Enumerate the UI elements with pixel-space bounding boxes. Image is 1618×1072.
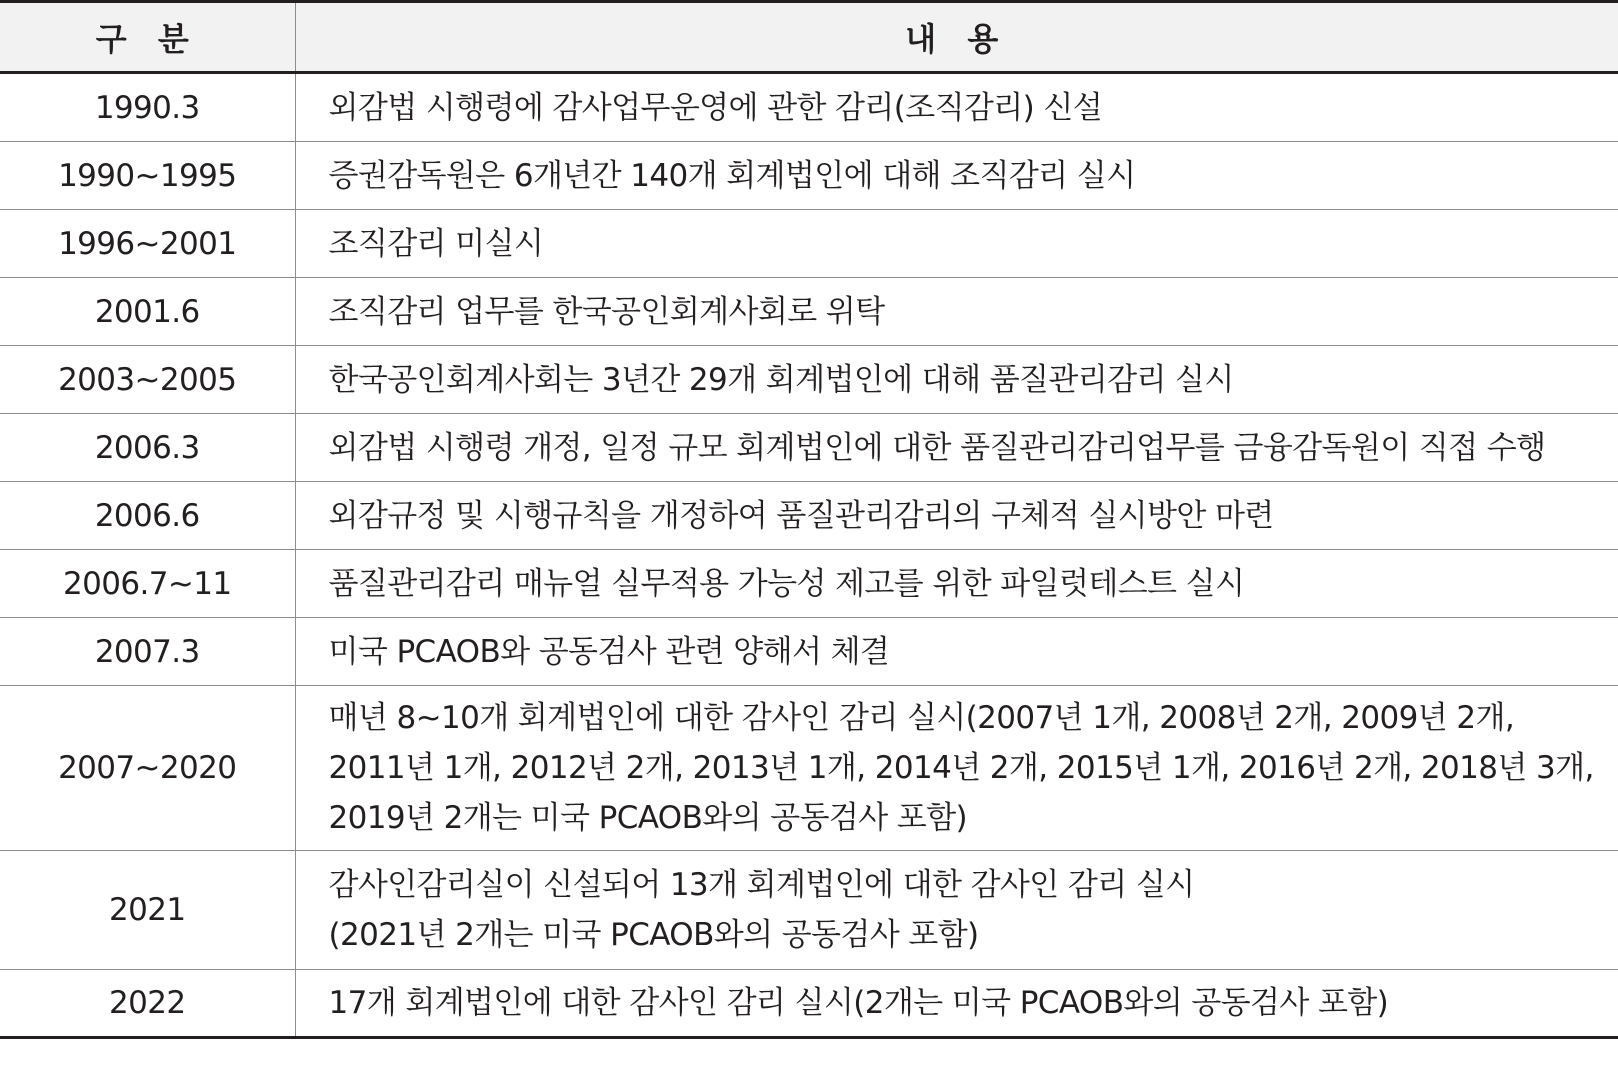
row-period: 2022 xyxy=(0,970,295,1038)
row-content xyxy=(295,346,1618,414)
row-content xyxy=(295,278,1618,346)
row-period: 2003~2005 xyxy=(0,346,295,414)
row-period: 1990~1995 xyxy=(0,142,295,210)
row-period: 1996~2001 xyxy=(0,210,295,278)
table-row xyxy=(0,618,1618,686)
row-content-line: 2011년 1개, 2012년 2개, 2013년 1개, 2014년 2개, 2015년 1개, 2016년 2개, 2018년 3개, xyxy=(328,750,1594,786)
table-row xyxy=(0,278,1618,346)
row-content-line: 미국 PCAOB와 공동검사 관련 양해서 체결 xyxy=(328,633,890,670)
table-row xyxy=(0,346,1618,414)
row-content xyxy=(295,618,1618,686)
row-content-line: 품질관리감리 매뉴얼 실무적용 가능성 제고를 위한 파일럿테스트 실시 xyxy=(328,565,1245,602)
row-content-line: 증권감독원은 6개년간 140개 회계법인에 대해 조직감리 실시 xyxy=(328,157,1136,194)
row-period: 2007~2020 xyxy=(0,686,295,851)
table-row xyxy=(0,73,1618,142)
row-content-line: 조직감리 업무를 한국공인회계사회로 위탁 xyxy=(328,293,885,330)
row-content-line: 조직감리 미실시 xyxy=(328,225,544,262)
row-content-line: 감사인감리실이 신설되어 13개 회계법인에 대한 감사인 감리 실시 xyxy=(328,867,1195,903)
row-content xyxy=(295,970,1618,1038)
header-content: 내 용 xyxy=(295,2,1618,73)
table-row xyxy=(0,142,1618,210)
row-content xyxy=(295,686,1618,851)
row-content xyxy=(295,142,1618,210)
row-content-line: (2021년 2개는 미국 PCAOB와의 공동검사 포함) xyxy=(328,917,979,953)
row-period: 2007.3 xyxy=(0,618,295,686)
row-content xyxy=(295,482,1618,550)
row-content-line: 외감규정 및 시행규칙을 개정하여 품질관리감리의 구체적 실시방안 마련 xyxy=(328,497,1274,534)
row-content xyxy=(295,414,1618,482)
row-period: 2021 xyxy=(0,851,295,970)
row-content xyxy=(295,210,1618,278)
table-row xyxy=(0,851,1618,970)
row-content-line: 2019년 2개는 미국 PCAOB와의 공동검사 포함) xyxy=(328,800,968,836)
row-period: 2006.3 xyxy=(0,414,295,482)
table-row xyxy=(0,482,1618,550)
row-content-line: 17개 회계법인에 대한 감사인 감리 실시(2개는 미국 PCAOB와의 공동검사 포함) xyxy=(328,985,1389,1021)
row-content-line: 한국공인회계사회는 3년간 29개 회계법인에 대해 품질관리감리 실시 xyxy=(328,361,1234,398)
table-row xyxy=(0,414,1618,482)
row-period: 2001.6 xyxy=(0,278,295,346)
row-period: 1990.3 xyxy=(0,73,295,142)
row-content-line: 외감법 시행령 개정, 일정 규모 회계법인에 대한 품질관리감리업무를 금융감독원이 직접 수행 xyxy=(328,429,1546,466)
row-content-line: 외감법 시행령에 감사업무운영에 관한 감리(조직감리) 신설 xyxy=(328,89,1103,126)
table-row xyxy=(0,686,1618,851)
row-period: 2006.7~11 xyxy=(0,550,295,618)
header-period: 구 분 xyxy=(0,2,295,73)
row-content xyxy=(295,73,1618,142)
row-content xyxy=(295,851,1618,970)
table-row xyxy=(0,550,1618,618)
table-row xyxy=(0,210,1618,278)
row-period: 2006.6 xyxy=(0,482,295,550)
row-content-line: 매년 8∼10개 회계법인에 대한 감사인 감리 실시(2007년 1개, 2008년 2개, 2009년 2개, xyxy=(328,700,1515,736)
table-row xyxy=(0,970,1618,1038)
header-row xyxy=(0,2,1618,73)
row-content xyxy=(295,550,1618,618)
